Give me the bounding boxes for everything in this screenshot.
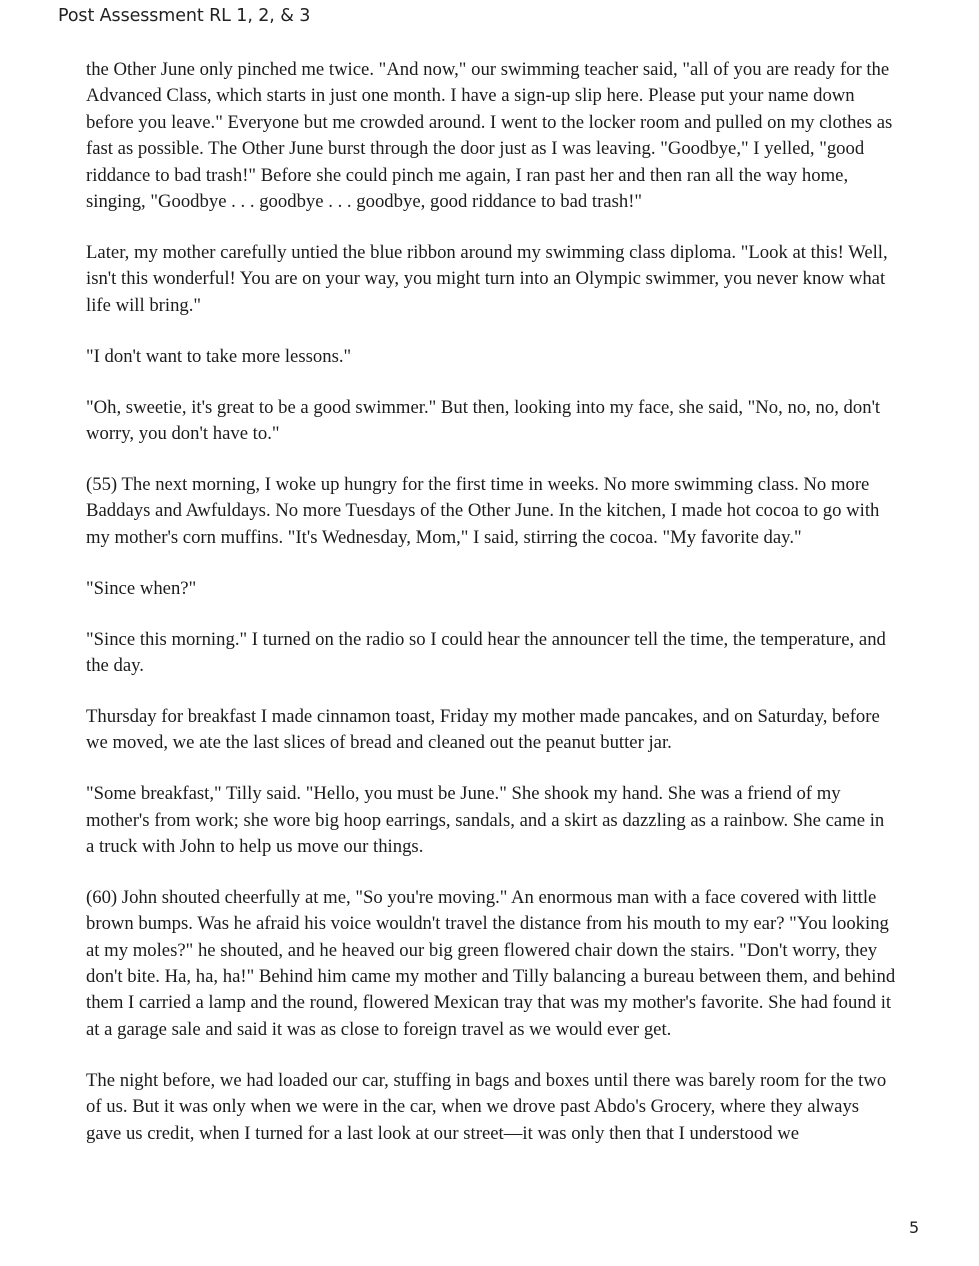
story-text	[86, 57, 896, 1172]
paragraph: Thursday for breakfast I made cinnamon toast, Friday my mother made pancakes, and on Saturday, before we moved, we ate the last slices of bread and cleaned out the peanut butter jar.	[86, 705, 880, 754]
paragraph: The night before, we had loaded our car, stuffing in bags and boxes until there was barely room for the two of us. But it was only when we were in the car, when we drove past Abdo's Grocery, where they always gave us credit, when I turned for a last look at our street—it was only then that I understood we	[86, 1069, 887, 1144]
paragraph: "Some breakfast," Tilly said. "Hello, you must be June." She shook my hand. She was a friend of my mother's from work; she wore big hoop earrings, sandals, and a skirt as dazzling as a rainbow. She came in a truck with John to help us move our things.	[86, 783, 885, 857]
page-number: 5	[909, 1218, 920, 1237]
paragraph: (60) John shouted cheerfully at me, "So you're moving." An enormous man with a face covered with little brown bumps. Was he afraid his voice wouldn't travel the distance from his mouth to my ear? "You looking at my moles?" he shouted, and he heaved our big green flowered chair down the stairs. "Don't worry, they don't bite. Ha, ha, ha!" Behind him came my mother and Tilly balancing a bureau between them, and behind them I carried a lamp and the round, flowered Mexican tray that was my mother's favorite. She had found it at a garage sale and said it was as close to foreign travel as we would ever get.	[86, 886, 896, 1040]
document-title: Post Assessment RL 1, 2, & 3	[58, 6, 311, 26]
paragraph: "Oh, sweetie, it's great to be a good swimmer." But then, looking into my face, she said, "No, no, no, don't worry, you don't have to."	[86, 396, 881, 444]
paragraph: (55) The next morning, I woke up hungry for the first time in weeks. No more swimming class. No more Baddays and Awfuldays. No more Tuesdays of the Other June. In the kitchen, I made hot cocoa to go with my mother's corn muffins. "It's Wednesday, Mom," I said, stirring the cocoa. "My favorite day."	[86, 473, 880, 548]
paragraph: Later, my mother carefully untied the blue ribbon around my swimming class diploma. "Look at this! Well, isn't this wonderful! You are on your way, you might turn into an Olympic swimmer, you never know what life will bring."	[86, 241, 888, 316]
paragraph: "I don't want to take more lessons."	[86, 345, 352, 367]
paragraph: "Since this morning." I turned on the radio so I could hear the announcer tell the time, the temperature, and the day.	[86, 628, 886, 676]
paragraph: the Other June only pinched me twice. "And now," our swimming teacher said, "all of you are ready for the Advanced Class, which starts in just one month. I have a sign-up slip here. Please put your name down before you leave." Everyone but me crowded around. I went to the locker room and pulled on my clothes as fast as possible. The Other June burst through the door just as I was leaving. "Goodbye," I yelled, "good riddance to bad trash!" Before she could pinch me again, I ran past her and then ran all the way home, singing, "Goodbye . . . goodbye . . . goodbye, good riddance to bad trash!"	[86, 59, 893, 213]
paragraph: "Since when?"	[86, 577, 197, 599]
